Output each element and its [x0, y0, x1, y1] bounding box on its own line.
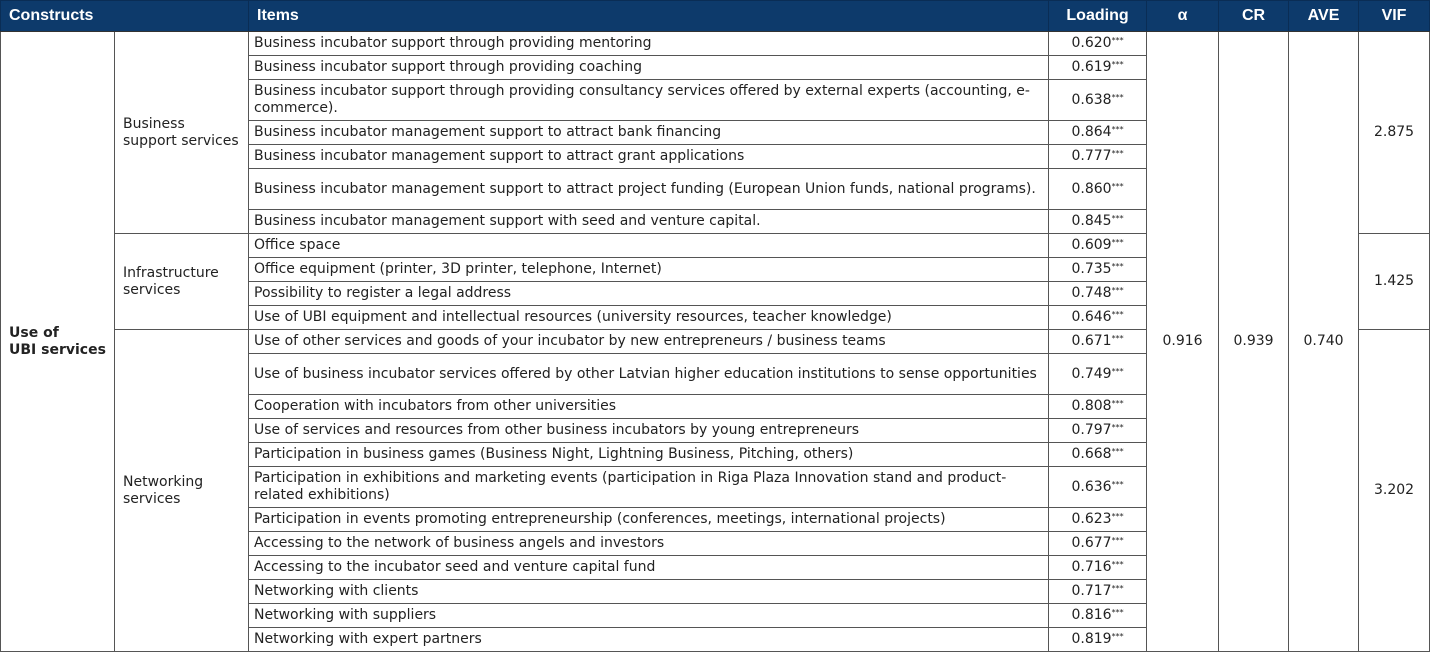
significance-stars: ***	[1111, 36, 1124, 45]
item-text: Accessing to the network of business angels and investors	[249, 532, 1049, 556]
alpha-value: 0.916	[1147, 32, 1219, 652]
loading-cell	[1049, 467, 1147, 508]
significance-stars: ***	[1111, 584, 1124, 593]
loading-cell	[1049, 395, 1147, 419]
cr-value: 0.939	[1219, 32, 1289, 652]
loading-value: 0.845	[1071, 213, 1112, 229]
item-text: Participation in events promoting entrepreneurship (conferences, meetings, international projects)	[249, 508, 1049, 532]
significance-stars: ***	[1111, 366, 1124, 376]
significance-stars: ***	[1111, 149, 1124, 158]
loading-value: 0.717	[1071, 583, 1112, 599]
item-text: Networking with suppliers	[249, 604, 1049, 628]
significance-stars: ***	[1111, 125, 1124, 134]
loading-cell	[1049, 210, 1147, 234]
header-constructs: Constructs	[1, 1, 249, 32]
significance-stars: ***	[1111, 632, 1124, 641]
significance-stars: ***	[1111, 608, 1124, 617]
loading-cell	[1049, 419, 1147, 443]
loading-cell	[1049, 628, 1147, 652]
group-name: Networking services	[115, 330, 249, 652]
header-items: Items	[249, 1, 1049, 32]
vif-value: 1.425	[1359, 234, 1430, 330]
loading-value: 0.619	[1071, 59, 1112, 75]
loading-value: 0.638	[1071, 91, 1112, 108]
loading-cell	[1049, 604, 1147, 628]
loading-value: 0.735	[1071, 261, 1112, 277]
significance-stars: ***	[1111, 92, 1124, 102]
item-text: Business incubator management support to attract grant applications	[249, 145, 1049, 169]
loading-value: 0.748	[1071, 285, 1112, 301]
loading-cell	[1049, 145, 1147, 169]
loading-value: 0.808	[1071, 398, 1112, 414]
loading-cell	[1049, 169, 1147, 210]
item-text: Use of business incubator services offered by other Latvian higher education institutions to sense opportunities	[249, 354, 1049, 395]
significance-stars: ***	[1111, 536, 1124, 545]
item-text: Office equipment (printer, 3D printer, telephone, Internet)	[249, 258, 1049, 282]
loading-value: 0.860	[1071, 180, 1112, 197]
group-name: Business support services	[115, 32, 249, 234]
item-text: Participation in business games (Business Night, Lightning Business, Pitching, others)	[249, 443, 1049, 467]
significance-stars: ***	[1111, 238, 1124, 247]
item-text: Use of other services and goods of your incubator by new entrepreneurs / business teams	[249, 330, 1049, 354]
header-ave: AVE	[1289, 1, 1359, 32]
loading-value: 0.620	[1071, 35, 1112, 51]
loading-value: 0.646	[1071, 309, 1112, 325]
item-text: Business incubator support through providing mentoring	[249, 32, 1049, 56]
loading-cell	[1049, 258, 1147, 282]
item-text: Cooperation with incubators from other universities	[249, 395, 1049, 419]
loading-value: 0.777	[1071, 148, 1112, 164]
item-text: Networking with clients	[249, 580, 1049, 604]
loading-cell	[1049, 32, 1147, 56]
significance-stars: ***	[1111, 262, 1124, 271]
loading-value: 0.816	[1071, 607, 1112, 623]
header-alpha: α	[1147, 1, 1219, 32]
significance-stars: ***	[1111, 310, 1124, 319]
significance-stars: ***	[1111, 512, 1124, 521]
vif-value: 3.202	[1359, 330, 1430, 652]
construct-name: Use of UBI services	[1, 32, 115, 652]
loading-cell	[1049, 556, 1147, 580]
loading-cell	[1049, 532, 1147, 556]
significance-stars: ***	[1111, 423, 1124, 432]
loading-value: 0.623	[1071, 511, 1112, 527]
item-text: Participation in exhibitions and marketing events (participation in Riga Plaza Innovation stand and product-related exhibitions)	[249, 467, 1049, 508]
item-text: Networking with expert partners	[249, 628, 1049, 652]
loading-cell	[1049, 580, 1147, 604]
loading-cell	[1049, 443, 1147, 467]
loading-value: 0.671	[1071, 333, 1112, 349]
item-text: Accessing to the incubator seed and venture capital fund	[249, 556, 1049, 580]
loading-value: 0.819	[1071, 631, 1112, 647]
loading-value: 0.797	[1071, 422, 1112, 438]
significance-stars: ***	[1111, 60, 1124, 69]
significance-stars: ***	[1111, 447, 1124, 456]
item-text: Use of services and resources from other business incubators by young entrepreneurs	[249, 419, 1049, 443]
significance-stars: ***	[1111, 181, 1124, 191]
item-text: Office space	[249, 234, 1049, 258]
ave-value: 0.740	[1289, 32, 1359, 652]
significance-stars: ***	[1111, 334, 1124, 343]
item-text: Possibility to register a legal address	[249, 282, 1049, 306]
loading-value: 0.636	[1071, 478, 1112, 495]
header-vif: VIF	[1359, 1, 1430, 32]
loading-cell	[1049, 306, 1147, 330]
loading-cell	[1049, 330, 1147, 354]
significance-stars: ***	[1111, 214, 1124, 223]
loading-cell	[1049, 56, 1147, 80]
loading-value: 0.749	[1071, 365, 1112, 382]
loading-value: 0.609	[1071, 237, 1112, 253]
significance-stars: ***	[1111, 286, 1124, 295]
group-name: Infrastructure services	[115, 234, 249, 330]
loading-cell	[1049, 121, 1147, 145]
header-row	[1, 1, 1430, 32]
loading-cell	[1049, 234, 1147, 258]
loading-value: 0.677	[1071, 535, 1112, 551]
significance-stars: ***	[1111, 560, 1124, 569]
loading-cell	[1049, 282, 1147, 306]
loading-value: 0.668	[1071, 446, 1112, 462]
item-text: Business incubator management support to attract bank financing	[249, 121, 1049, 145]
loading-cell	[1049, 354, 1147, 395]
loading-value: 0.716	[1071, 559, 1112, 575]
table-body	[1, 32, 1430, 652]
table-row	[1, 32, 1430, 56]
item-text: Business incubator management support to attract project funding (European Union funds, national programs).	[249, 169, 1049, 210]
loading-cell	[1049, 80, 1147, 121]
header-loading: Loading	[1049, 1, 1147, 32]
significance-stars: ***	[1111, 399, 1124, 408]
item-text: Business incubator support through providing coaching	[249, 56, 1049, 80]
loading-cell	[1049, 508, 1147, 532]
loading-value: 0.864	[1071, 124, 1112, 140]
vif-value: 2.875	[1359, 32, 1430, 234]
item-text: Business incubator support through providing consultancy services offered by external experts (accounting, e-commerce).	[249, 80, 1049, 121]
significance-stars: ***	[1111, 479, 1124, 489]
header-cr: CR	[1219, 1, 1289, 32]
item-text: Business incubator management support with seed and venture capital.	[249, 210, 1049, 234]
item-text: Use of UBI equipment and intellectual resources (university resources, teacher knowledge)	[249, 306, 1049, 330]
